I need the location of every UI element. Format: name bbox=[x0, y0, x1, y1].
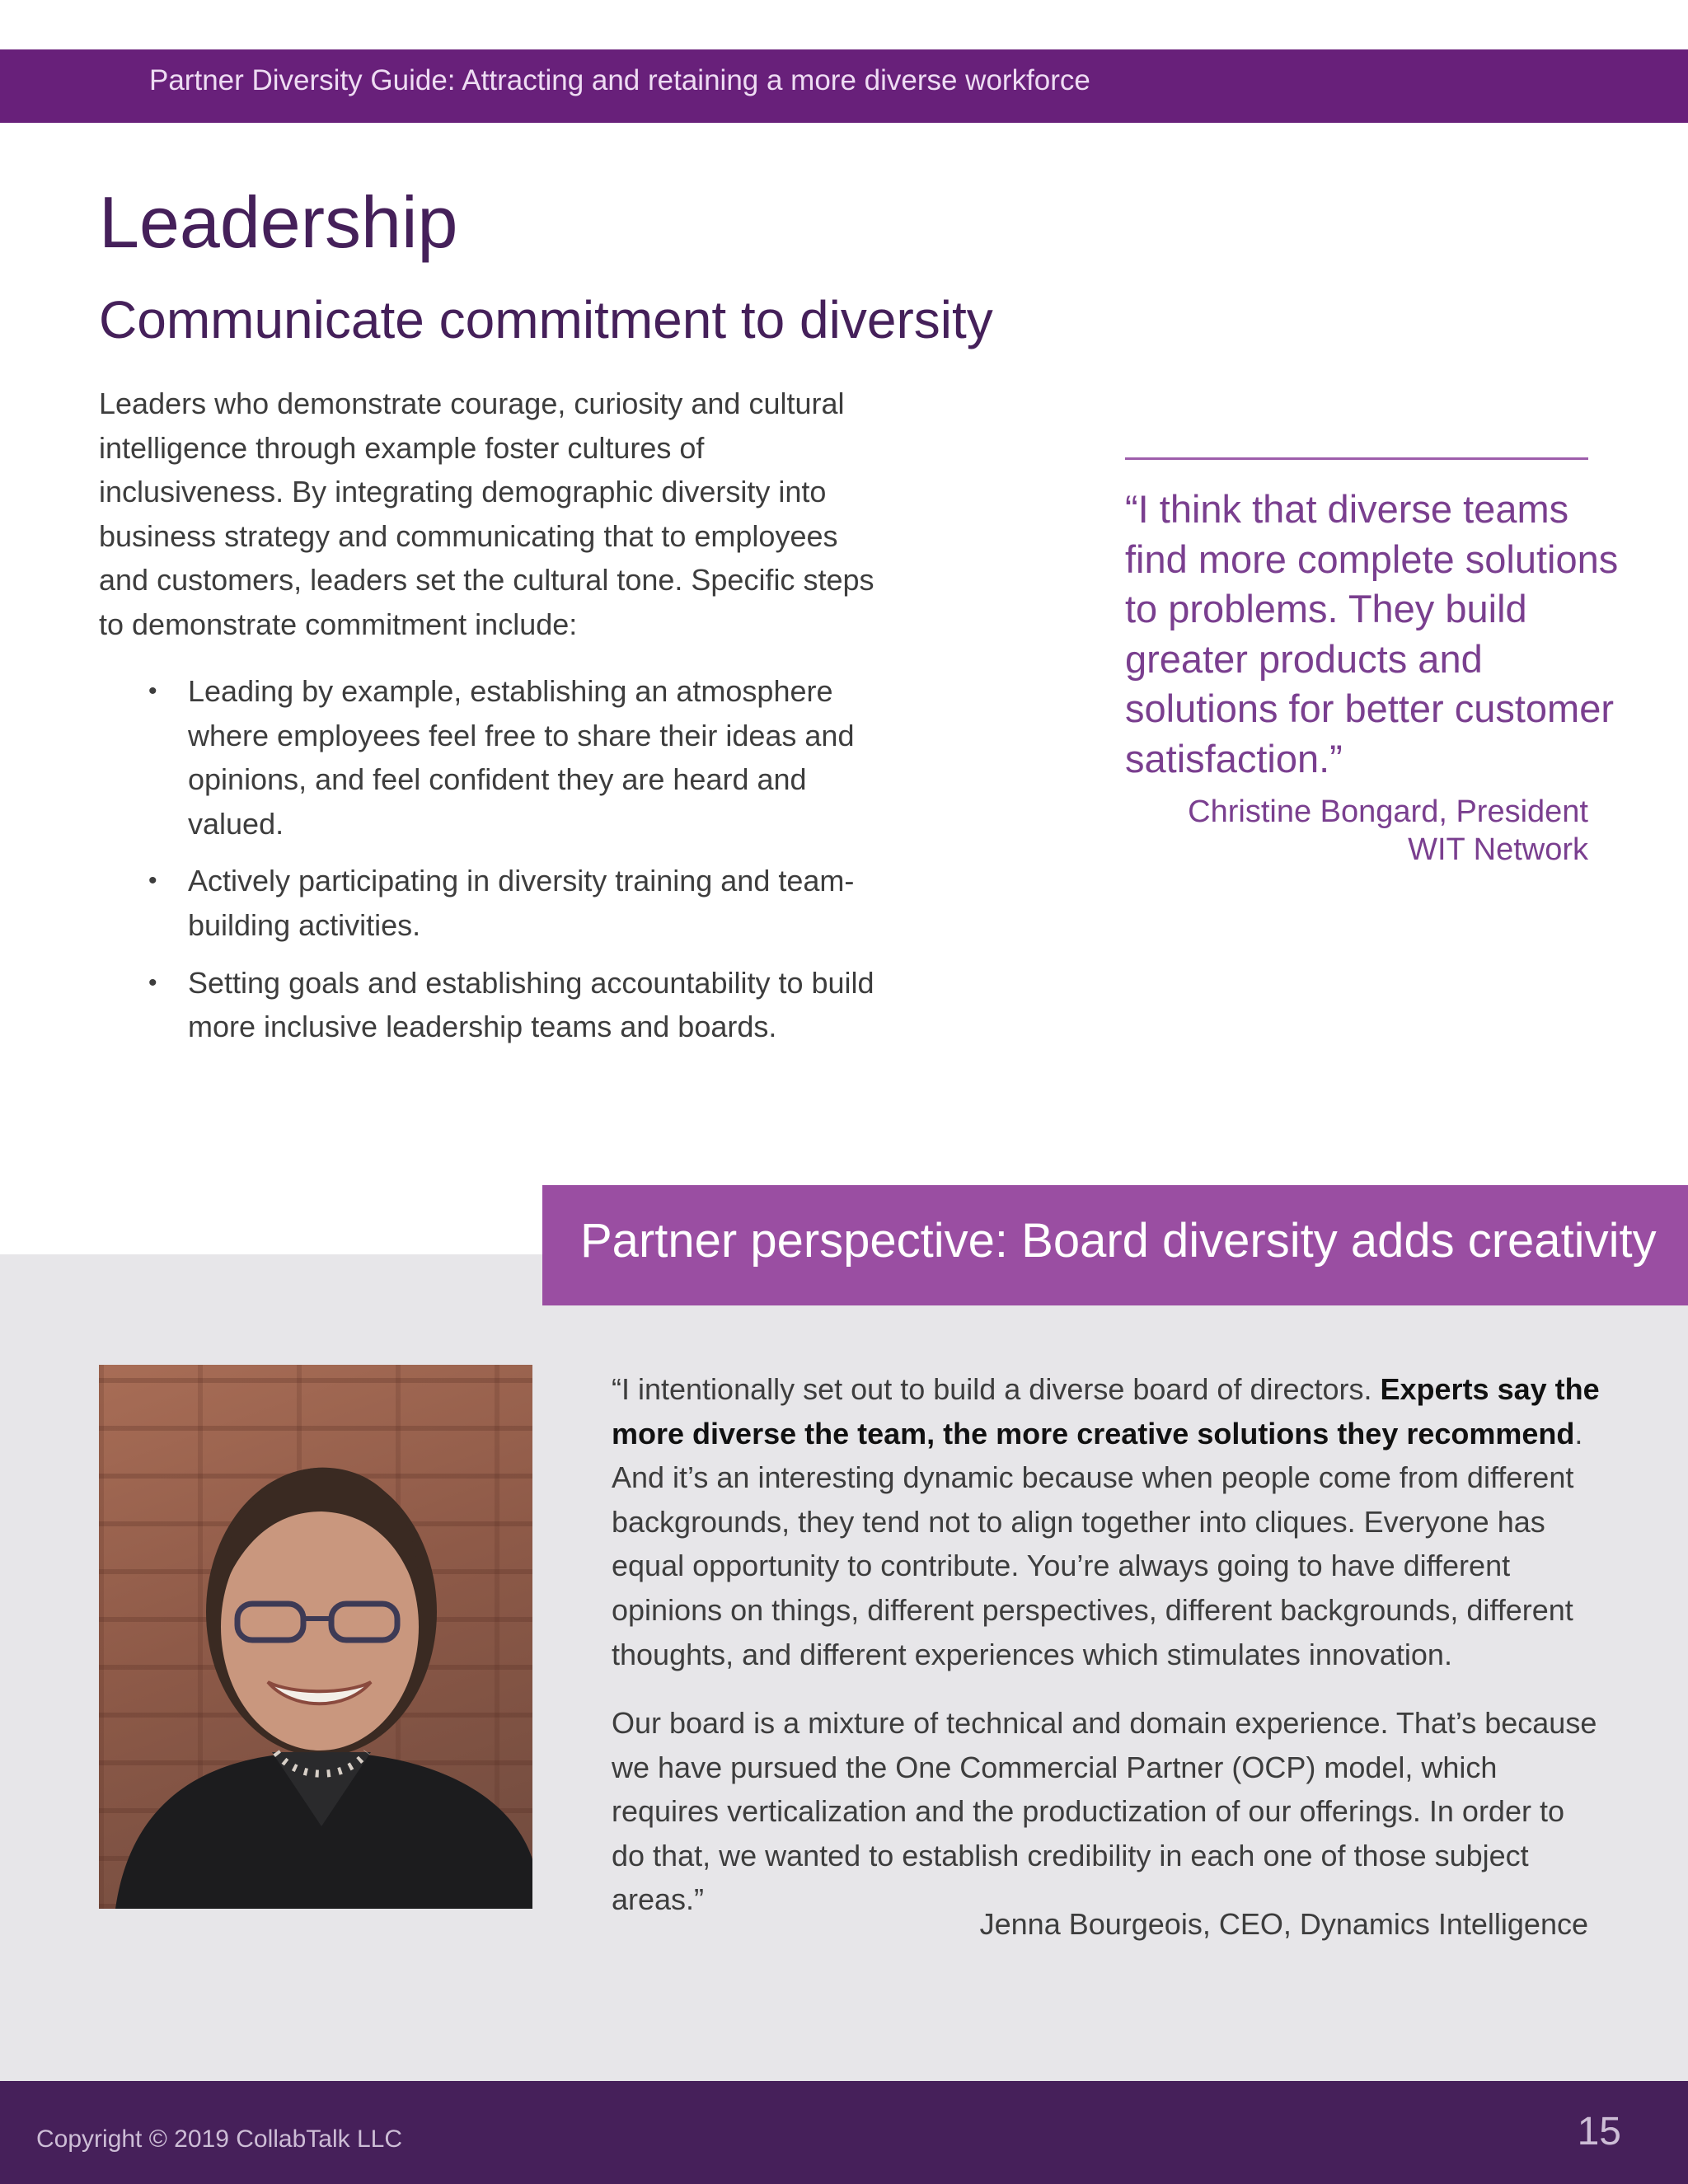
pull-quote-divider bbox=[1125, 457, 1588, 460]
list-item bbox=[99, 669, 882, 846]
perspective-paragraph-1-lead: “I intentionally set out to build a diverse board of directors. bbox=[612, 1372, 1381, 1406]
pull-quote-attribution-name: Christine Bongard, President bbox=[1188, 794, 1588, 829]
perspective-paragraph-2: Our board is a mixture of technical and domain experience. That’s because we have pursued the One Commercial Partner (OCP) model, which requires verticalization and the productization of our offerings. In order to do that, we wanted to establish credibility in each one of those subject areas.” bbox=[612, 1706, 1597, 1917]
list-item-text: Leading by example, establishing an atmosphere where employees feel free to share their ideas and opinions, and feel confident they are heard and valued. bbox=[188, 674, 855, 841]
document-title: Partner Diversity Guide: Attracting and retaining a more diverse workforce bbox=[149, 64, 1090, 96]
pull-quote-text: “I think that diverse teams find more complete solutions to problems. They build greater products and solutions for better customer satisfaction.” bbox=[1125, 487, 1619, 780]
page-number: 15 bbox=[1577, 2110, 1621, 2154]
perspective-paragraph-1 bbox=[612, 1367, 1601, 1676]
section-subtitle: Communicate commitment to diversity bbox=[99, 290, 993, 349]
list-item bbox=[99, 859, 882, 947]
portrait-photo bbox=[99, 1365, 532, 1909]
perspective-paragraph-1-rest: . And it’s an interesting dynamic because when people come from different backgrounds, they tend not to align together into cliques. Everyone has equal opportunity to contribute. You’re always going to have different opinions on things, different perspectives, different backgrounds, different thoughts, and different experiences which stimulates innovation. bbox=[612, 1416, 1583, 1671]
perspective-paragraph-1-emphasis: Experts say the more diverse the team, the more creative solutions they recommend bbox=[612, 1372, 1600, 1451]
perspective-title: Partner perspective: Board diversity adds creativity bbox=[580, 1214, 1657, 1268]
bullet-icon: • bbox=[148, 968, 157, 996]
pull-quote-attribution-org: WIT Network bbox=[1408, 832, 1588, 867]
header-band bbox=[0, 49, 1688, 123]
list-item-text: Setting goals and establishing accountability to build more inclusive leadership teams and boards. bbox=[188, 965, 874, 1044]
list-item bbox=[99, 961, 882, 1049]
copyright-notice: Copyright © 2019 CollabTalk LLC bbox=[36, 2125, 403, 2153]
section-title: Leadership bbox=[99, 181, 458, 263]
list-item-text: Actively participating in diversity training and team-building activities. bbox=[188, 864, 855, 942]
intro-paragraph: Leaders who demonstrate courage, curiosity and cultural intelligence through example foster cultures of inclusiveness. By integrating demographic diversity into business strategy and communicating that to employees and customers, leaders set the cultural tone. Specific steps to demonstrate commitment include: bbox=[99, 387, 874, 641]
pull-quote-attribution bbox=[1071, 793, 1588, 869]
perspective-attribution: Jenna Bourgeois, CEO, Dynamics Intelligence bbox=[979, 1907, 1588, 1941]
perspective-header bbox=[542, 1185, 1688, 1305]
page-footer bbox=[0, 2081, 1688, 2184]
portrait-illustration bbox=[99, 1365, 532, 1909]
bullet-icon: • bbox=[148, 867, 157, 895]
bullet-icon: • bbox=[148, 677, 157, 705]
commitment-steps-list bbox=[99, 669, 882, 1062]
